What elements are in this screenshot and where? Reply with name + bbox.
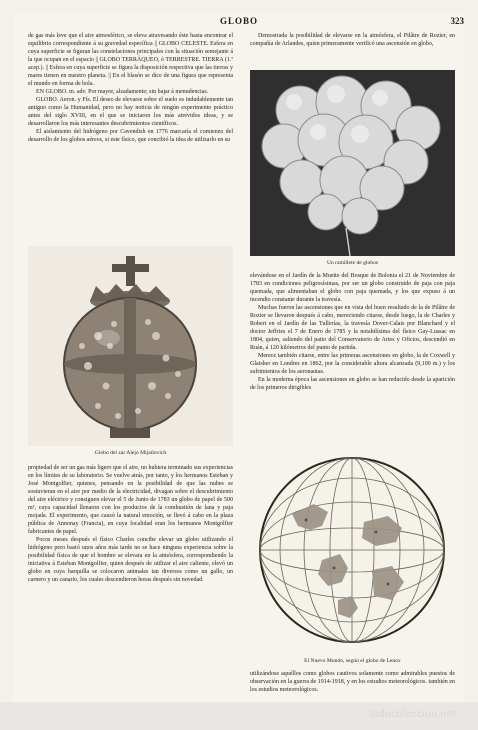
paragraph: El aislamiento del hidrógeno por Cavendish en 1776 marcaría el comienzo del desarrollo de los globos aéreos, si este físico, que concibió la idea de utilizarlo en su [28,129,233,143]
page-number: 323 [450,16,464,26]
paragraph: propiedad de ser un gas más ligero que el aire, no hubiera terminado sus experiencias en los límites de su laboratorio. Se vuelve atrás, por tanto, y los hermanos Esteban y José Montgolfier, quienes, pensando en la posibilidad de que las nubes se sostuvieran en el aire por medio de la electricidad, divagan sobre el descubrimiento del aire eléctrico y consiguen elevar el 5 de Junio de 1783 un globo de papel de 500 m³, cuya capacidad llenaron con los productos de la combustión de lana y paja mojada. El experimento, que causó la natural emoción, se llevó á cabo en la plaza pública de Annonay (Francia), en cuya localidad eran los hermanos Montgolfier fabricantes de papel. [28,465,233,535]
orb-illustration [28,246,233,446]
right-column-middle-text [250,272,455,446]
paragraph: utilizándose aquéllos como globos cautivos solamente como admirables puestos de observación en la guerra de 1914-1918, y en los estudios meteorológicos. también en los estudios meteorológicos. [250,671,455,693]
figure-balloons-caption: Un ramillete de globos [326,260,379,266]
footer-brand: todocoleccion [369,709,438,720]
paragraph: En la moderna época las ascensiones en globo se han reducido desde la aparición de los primeros dirigibles [250,377,455,391]
footer-watermark [0,702,478,730]
document-page [14,14,464,702]
right-column-top-text [250,32,455,66]
paragraph: EN GLOBO. m. adv. Por mayor, alzadamente; sin bajar á menudencias. [36,89,209,95]
left-column-bottom-text [28,464,233,702]
figure-globe-map [252,450,452,650]
header-title: GLOBO [219,16,258,26]
figure-orb-photo [28,246,233,446]
paragraph: GLOBO. Aeron. y Fís. El deseo de elevarse sobre el suelo es indudablemente tan antiguo como la Humanidad, pero no hay noticia de ningún experimento práctico antes del siglo XVIII, en el que se iniciaron los más atrevidos ideas, y se desarrollaron los más interesantes descubrimientos científicos. [28,97,233,127]
paragraph: Pocos meses después el físico Charles concibe elevar un globo utilizando el hidrógeno pero bastó unos años más tarde no se hace ninguna experiencia sobre la posibilidad física de que el hombre se elevara en la atmósfera, correspondiendo la iniciativa á Esteban Montgolfier, quien después de utilizar el aire caliente, elevó un globo en cuya barquilla se colocaron animales tan diversos como un gallo, un carnero y un canario, los cuales descendieron horas después sin novedad. [28,537,233,583]
footer-logo [370,709,456,720]
paragraph: Demostrada la posibilidad de elevarse en la atmósfera, el Pilâtre de Rozier, en compañía de Arlandes, quien primeramente verificó una ascensión en globo, [250,33,455,47]
figure-globe-caption: El Nuevo Mundo, según el globo de Lenox [304,658,401,664]
right-column-bottom-text [250,670,455,702]
paragraph: Muchas fueron las ascensiones que en vista del buen resultado de la de Pilâtre de Rozier se llevaron después á cabo, mereciendo citarse, desde luego, la de Charles y Robert en el Jardín de las Tullerías, la travesía Dover-Calais por Blanchard y el doctor Jeffries el 7 de Enero de 1785 y la notabilísima del físico Gay-Lussac en 1804, quien, saliendo del patio del Conservatorio de Artes y Oficios, descendió en Ruán, á 120 kilómetros del punto de partida. [250,305,455,351]
paragraph: Merece también citarse, entre las primeras ascensiones en globo, la de Coxwell y Glaisher en Londres en 1862, por la considerable altura alcanzada (9,100 m.) y los sufrimientos de los aeronautas. [250,353,455,375]
paragraph: de gas más leve que el aire atmosférico, se eleva atravesando éste hasta encontrar el equilibrio correspondiente á su gravedad específica || GLOBO CELESTE. Esfera en cuya superficie se figuran las constelaciones principales con la situación semejante á la que ocupan en el espacio || GLOBO TERRÁQUEO, ó TERRESTRE. TIERRA (1.ª acep.). || Esfera en cuya superficie se figura la disposición respectiva que las tierras y mares tienen en nuestro planeta. || En el blasón se dice de una figura que representa el mundo en forma de bola. [28,33,233,87]
figure-balloons-photo [250,70,455,256]
figure-orb-caption: Globo del zar Alejo Mijaílovich [94,450,167,456]
left-column-top-text [28,32,233,242]
running-header [14,14,464,30]
balloons-illustration [250,70,455,256]
globe-map-illustration [252,450,452,650]
paragraph: elevándose en el Jardín de la Muette del Bosque de Bolonia el 21 de Noviembre de 1783 en condiciones peligrosísimas, por ser un globo construido de paja con paja quemada, que alimentaban el globo con paja quemada, y los que expuso á un incendio constante durante la travesía. [250,273,455,303]
footer-suffix: .net [437,709,456,720]
